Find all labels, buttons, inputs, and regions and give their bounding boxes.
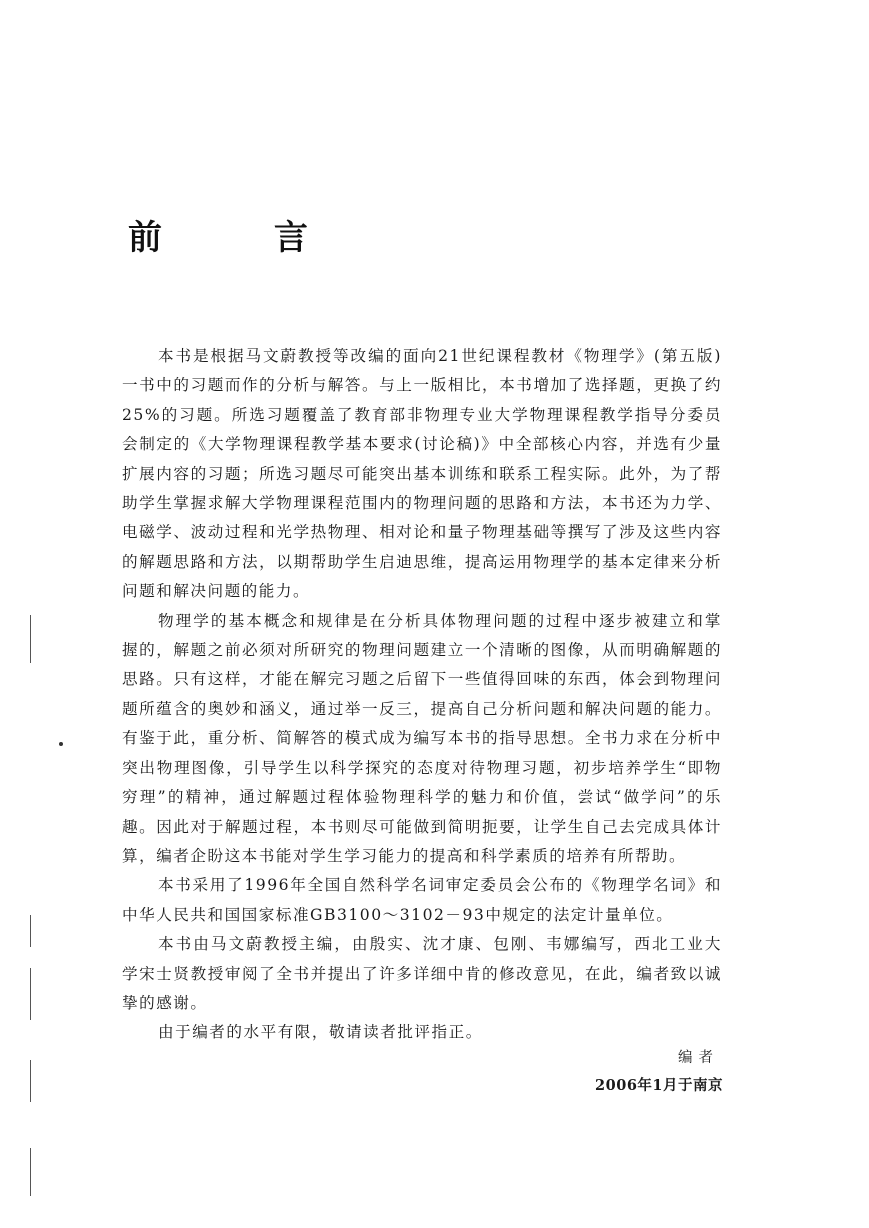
scan-margin-mark <box>30 615 31 663</box>
paragraph-2: 物理学的基本概念和规律是在分析具体物理问题的过程中逐步被建立和掌握的，解题之前必须对所研究的物理问题建立一个清晰的图像，从而明确解题的思路。只有这样，才能在解完习题之后留下一些值得回味的东西，体会到物理问题所蕴含的奥妙和涵义，通过举一反三，提高自己分析问题和解决问题的能力。有鉴于此，重分析、简解答的模式成为编写本书的指导思想。全书力求在分析中突出物理图像，引导学生以科学探究的态度对待物理习题，初步培养学生“即物穷理”的精神，通过解题过程体验物理科学的魅力和价值，尝试“做学问”的乐趣。因此对于解题过程，本书则尽可能做到简明扼要，让学生自己去完成具体计算，编者企盼这本书能对学生学习能力的提高和科学素质的培养有所帮助。 <box>122 611 722 865</box>
scan-margin-mark <box>30 915 31 947</box>
scan-margin-mark <box>30 968 31 1020</box>
page-title: 前 言 <box>128 218 358 258</box>
signature-date: 2006年1月于南京 <box>595 1077 723 1094</box>
signature-block <box>595 1044 723 1100</box>
paragraph-5: 由于编者的水平有限，敬请读者批评指正。 <box>158 1023 483 1042</box>
scan-margin-dot <box>59 742 63 746</box>
signature-author: 编者 <box>678 1050 719 1066</box>
paragraph-4: 本书由马文蔚教授主编，由殷实、沈才康、包刚、韦娜编写，西北工业大学宋士贤教授审阅了全书并提出了许多详细中肯的修改意见，在此，编者致以诚挚的感谢。 <box>122 935 722 1012</box>
preface-body <box>122 342 722 1048</box>
scan-margin-mark <box>30 1060 31 1102</box>
scan-margin-mark <box>30 1148 31 1196</box>
paragraph-3: 本书采用了1996年全国自然科学名词审定委员会公布的《物理学名词》和中华人民共和国国家标准GB3100～3102－93中规定的法定计量单位。 <box>122 876 722 924</box>
paragraph-1: 本书是根据马文蔚教授等改编的面向21世纪课程教材《物理学》(第五版)一书中的习题而作的分析与解答。与上一版相比，本书增加了选择题，更换了约25%的习题。所选习题覆盖了教育部非物理专业大学物理课程教学指导分委员会制定的《大学物理课程教学基本要求(讨论稿)》中全部核心内容，并选有少量扩展内容的习题；所选习题尽可能突出基本训练和联系工程实际。此外，为了帮助学生掌握求解大学物理课程范围内的物理问题的思路和方法，本书还为力学、电磁学、波动过程和光学热物理、相对论和量子物理基础等撰写了涉及这些内容的解题思路和方法，以期帮助学生启迪思维，提高运用物理学的基本定律来分析问题和解决问题的能力。 <box>122 347 722 601</box>
